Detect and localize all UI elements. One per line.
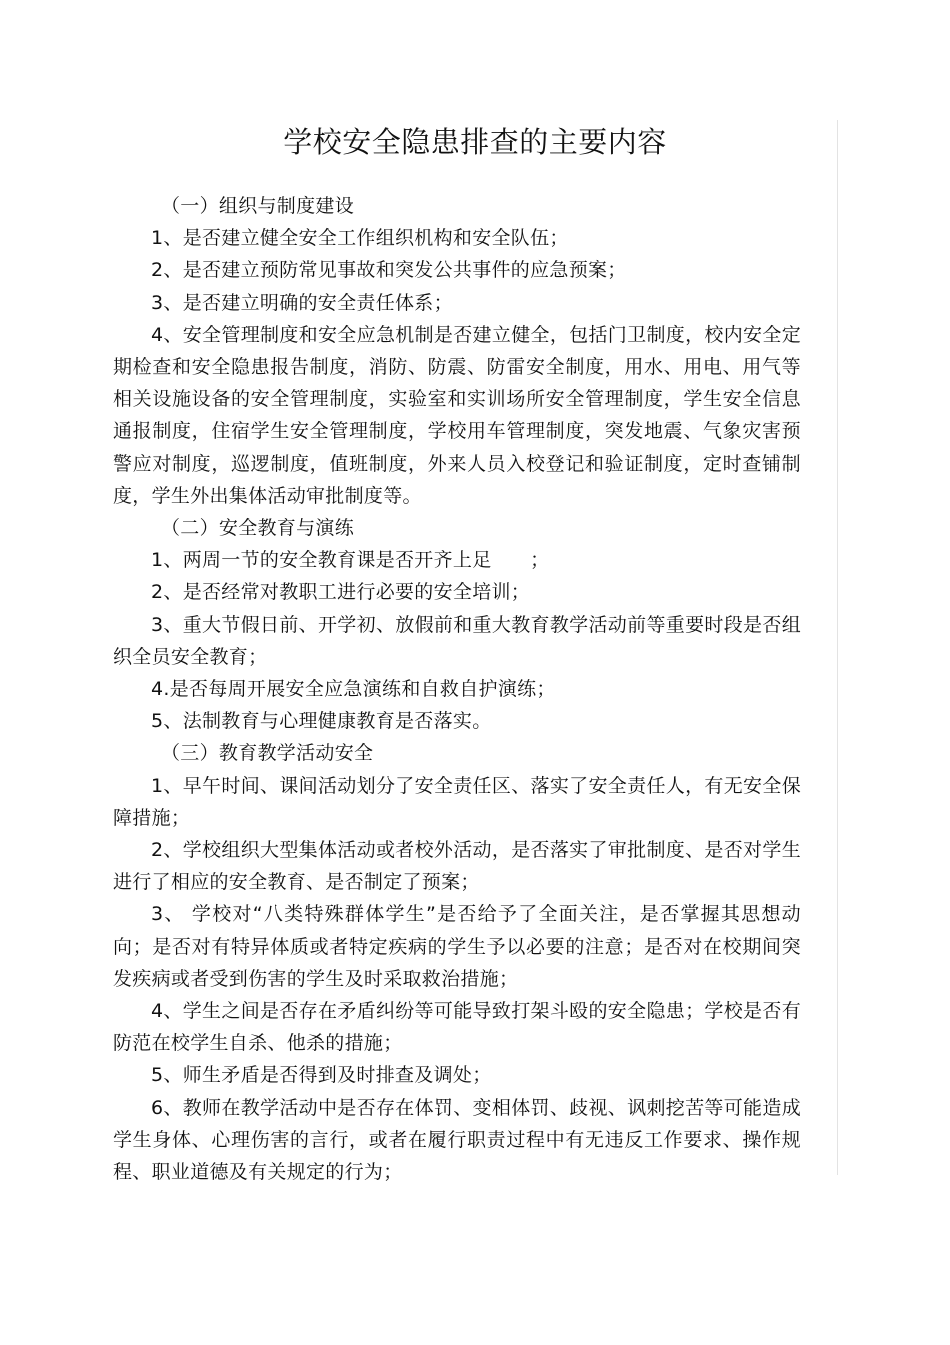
paragraph: 4、学生之间是否存在矛盾纠纷等可能导致打架斗殴的安全隐患；学校是否有防范在校学生自杀、他杀的措施；: [113, 1000, 801, 1055]
section-heading: （一）组织与制度建设: [161, 195, 355, 217]
paragraph: 2、学校组织大型集体活动或者校外活动，是否落实了审批制度、是否对学生进行了相应的安全教育、是否制定了预案；: [113, 839, 801, 894]
paragraph: 1、早午时间、课间活动划分了安全责任区、落实了安全责任人，有无安全保障措施；: [113, 774, 801, 829]
paragraph: 3、重大节假日前、开学初、放假前和重大教育教学活动前等重要时段是否组织全员安全教育；: [113, 613, 801, 668]
paragraph: 5、法制教育与心理健康教育是否落实。: [151, 710, 492, 733]
paragraph: 4.是否每周开展安全应急演练和自救自护演练；: [151, 678, 556, 701]
paragraph: 1、是否建立健全安全工作组织机构和安全队伍；: [151, 227, 569, 250]
paragraph: 4、安全管理制度和安全应急机制是否建立健全，包括门卫制度，校内安全定期检查和安全隐患报告制度，消防、防震、防雷安全制度，用水、用电、用气等相关设施设备的安全管理制度，实验室和实训场所安全管理制度，学生安全信息通报制度，住宿学生安全管理制度，学校用车管理制度，突发地震、气象灾害预警应对制度，巡逻制度，值班制度，外来人员入校登记和验证制度，定时查铺制度，学生外出集体活动审批制度等。: [113, 323, 801, 507]
paragraph: 3、是否建立明确的安全责任体系；: [151, 291, 453, 314]
paragraph: 5、师生矛盾是否得到及时排查及调处；: [151, 1064, 492, 1087]
paragraph: 6、教师在教学活动中是否存在体罚、变相体罚、歧视、讽刺挖苦等可能造成学生身体、心理伤害的言行，或者在履行职责过程中有无违反工作要求、操作规程、职业道德及有关规定的行为；: [113, 1096, 801, 1184]
paragraph: 2、是否建立预防常见事故和突发公共事件的应急预案；: [151, 259, 627, 282]
section-heading: （二）安全教育与演练: [161, 517, 355, 540]
document-title: 学校安全隐患排查的主要内容: [283, 125, 667, 159]
document-body: [113, 190, 801, 1188]
paragraph: 2、是否经常对教职工进行必要的安全培训；: [151, 581, 531, 604]
paragraph: 1、两周一节的安全教育课是否开齐上足 ；: [151, 549, 550, 572]
section-heading: （三）教育教学活动安全: [161, 742, 374, 765]
paragraph: 3、 学校对“八类特殊群体学生”是否给予了全面关注，是否掌握其思想动向；是否对有特异体质或者特定疾病的学生予以必要的注意；是否对在校期间突发疾病或者受到伤害的学生及时采取救治措施；: [113, 903, 801, 990]
page-edge-line: [837, 120, 838, 1175]
